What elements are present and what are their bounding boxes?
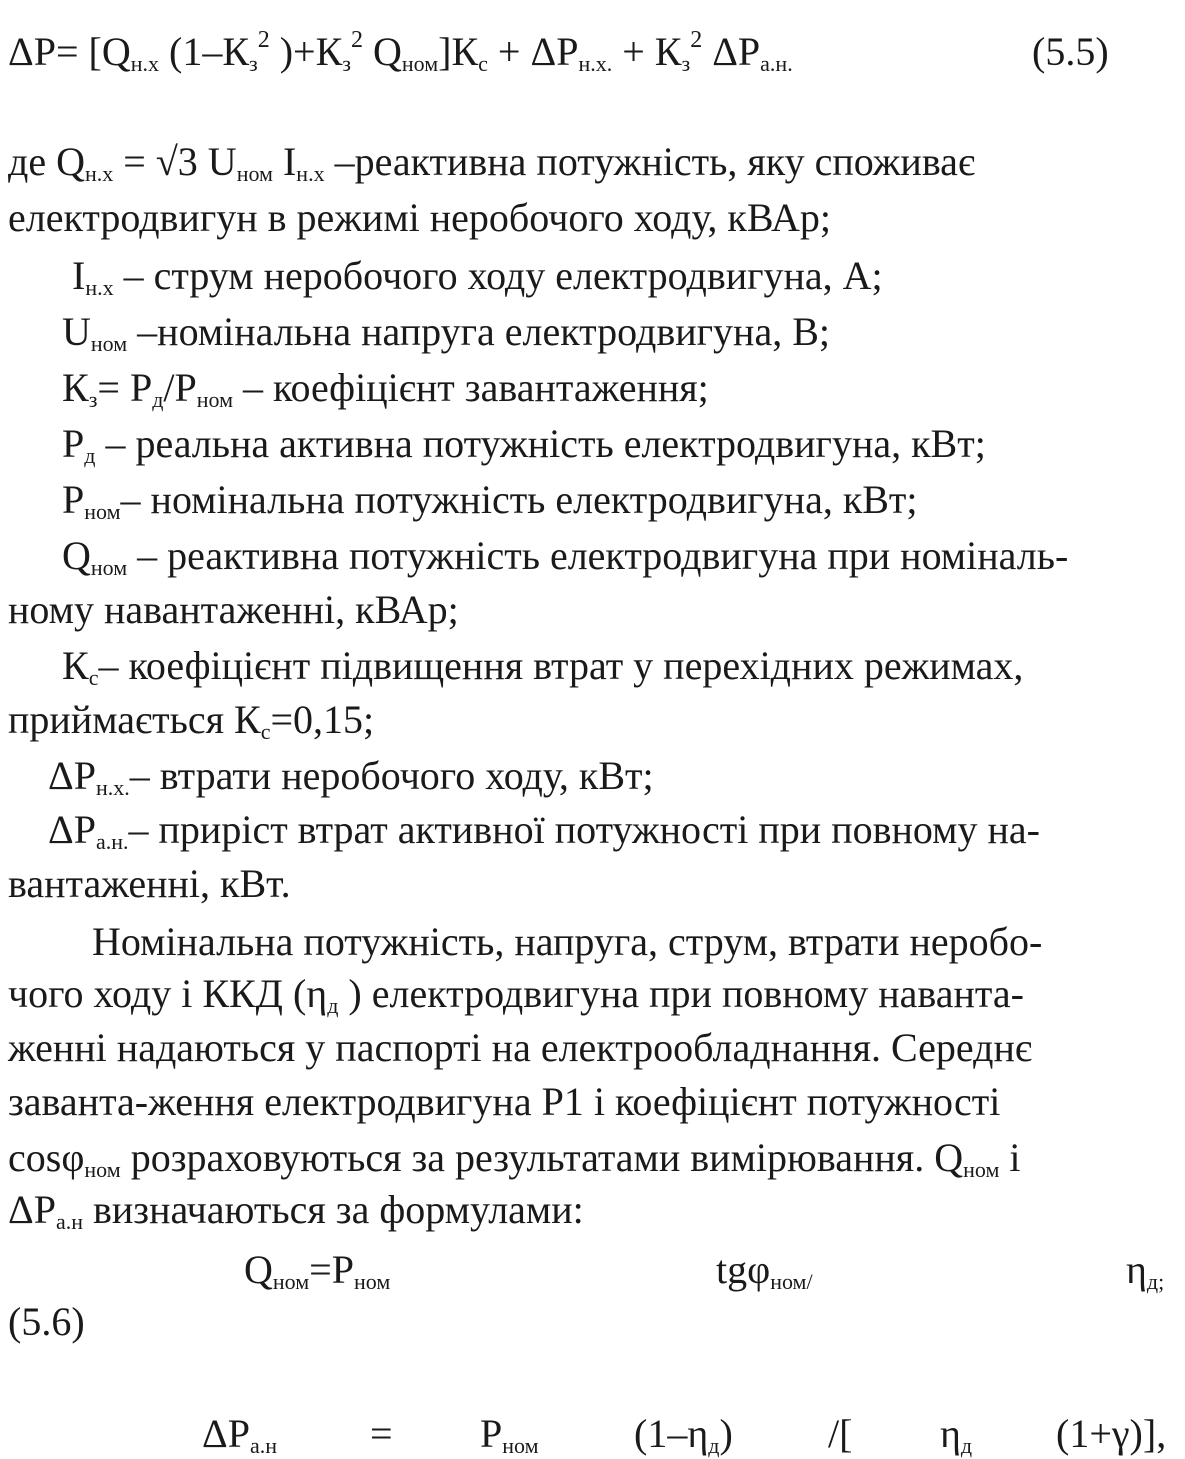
- paragraph-line-2: чого ходу і ККД ($\eta_д$ ) електродвигуна при повному наванта-: [8, 971, 1024, 1018]
- paragraph-line-1: Номінальна потужність, напруга, струм, втрати неробо-: [92, 919, 1043, 964]
- where-line-11: приймається $К_с=0,15$;: [8, 697, 375, 744]
- where-line-3: $I_{н.х}$ – струм неробочого ходу електродвигуна, А;: [72, 253, 883, 300]
- formula-5-6-eta: $\eta_{д;}$: [1126, 1247, 1165, 1294]
- equation-number-5-6: (5.6): [8, 1299, 85, 1344]
- formula-last-eq: =: [370, 1411, 393, 1456]
- formula-last-dp: $\Delta P_{а.н}$: [202, 1411, 278, 1458]
- where-line-8: $Q_{ном}$ – реактивна потужність електродвигуна при номіналь-: [62, 533, 1069, 580]
- where-line-13: $\Delta P_{а.н.}-$ приріст втрат активної потужності при повному на-: [48, 807, 1040, 854]
- formula-last-slash: /[: [828, 1411, 853, 1456]
- where-line-9: ному навантаженні, кВАр;: [8, 587, 459, 632]
- formula-last-p: $P_{ном}$: [480, 1411, 539, 1458]
- where-line-10: $К_с-$ коефіцієнт підвищення втрат у перехідних режимах,: [62, 643, 1024, 690]
- where-line-7: $P_{ном}-$ номінальна потужність електродвигуна, кВт;: [62, 477, 918, 524]
- formula-5-6-tg: tgφ$_{ном/}$: [716, 1247, 813, 1294]
- formula-5-5: $\Delta P= [Q_{н.х}$ ($1-К_з^2$ )$+К_з^2$ $Q_{ном}]К_с + \Delta P_{н.х.} + К_з^2$ $\Delta P_{а.н.}$: [8, 27, 793, 76]
- formula-last-end: (1+γ)],: [1056, 1411, 1167, 1456]
- where-line-1: де $Q_{н.х} = √3$ $U_{ном}$ $I_{н.х}$ –реактивна потужність, яку споживає: [8, 139, 976, 186]
- where-line-6: $P_д$ – реальна активна потужність електродвигуна, кВт;: [62, 421, 986, 468]
- paragraph-line-4: заванта-ження електродвигуна P1 і коефіцієнт потужності: [8, 1079, 1001, 1124]
- where-line-14: вантаженні, кВт.: [8, 861, 291, 906]
- where-line-2: електродвигун в режимі неробочого ходу, кВАр;: [8, 195, 832, 240]
- paragraph-line-6: $\Delta P_{а.н}$ визначаються за формулами:: [8, 1187, 584, 1234]
- paragraph-line-3: женні надаються у паспорті на електрообладнання. Середнє: [8, 1025, 1033, 1070]
- where-line-12: $\Delta P_{н.х.}-$ втрати неробочого ходу, кВт;: [48, 753, 654, 800]
- where-line-5: $К_з= P_д/P_{ном}$ – коефіцієнт завантаження;: [62, 365, 709, 412]
- formula-last-one-minus-eta: $(1-\eta_д)$: [634, 1411, 733, 1458]
- where-line-4: $U_{ном}$ –номінальна напруга електродвигуна, В;: [62, 309, 830, 356]
- formula-last-eta: $\eta_д$: [940, 1411, 973, 1458]
- formula-5-6-q: $Q_{ном}=P_{ном}$: [244, 1247, 391, 1294]
- equation-number-5-5: (5.5): [1032, 29, 1109, 74]
- paragraph-line-5: cosφ$_{ном}$ розраховуються за результатами вимірювання. $Q_{ном}$ і: [8, 1135, 1021, 1182]
